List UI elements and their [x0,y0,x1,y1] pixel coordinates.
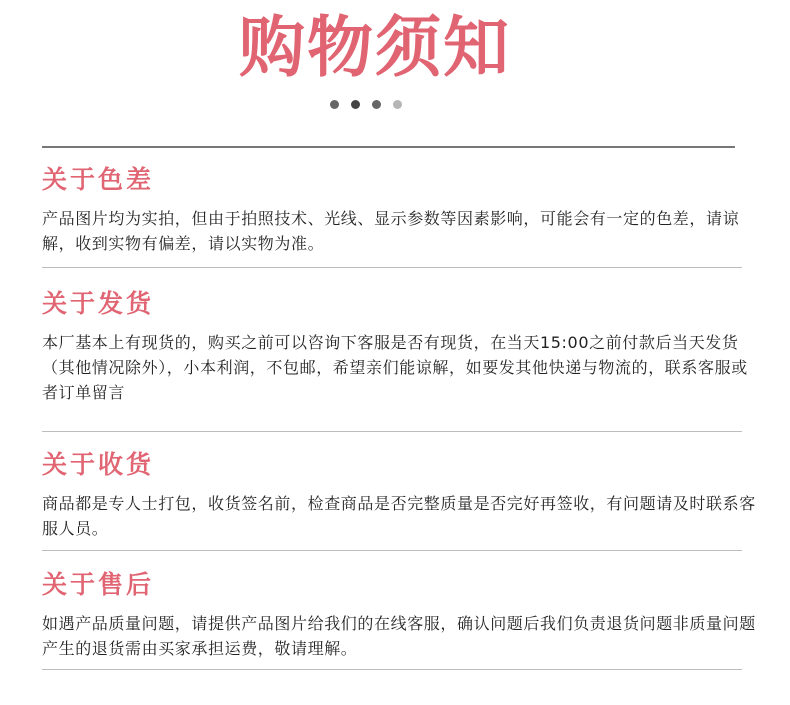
carousel-dot[interactable] [330,100,339,109]
section-divider [42,267,742,268]
section-divider [42,431,742,432]
section-heading: 关于发货 [42,289,155,318]
section-heading: 关于收货 [42,450,155,479]
carousel-dot[interactable] [372,100,381,109]
section-divider [42,669,742,670]
section-heading: 关于色差 [42,165,155,194]
section-body: 商品都是专人士打包，收货签名前，检查商品是否完整质量是否完好再签收，有问题请及时联系客服人员。 [42,494,756,538]
carousel-indicator [330,98,414,110]
section-divider [42,550,742,551]
carousel-dot[interactable] [393,100,402,109]
section-heading: 关于售后 [42,570,155,599]
section-body: 产品图片均为实拍，但由于拍照技术、光线、显示参数等因素影响，可能会有一定的色差，请谅解，收到实物有偏差，请以实物为准。 [42,209,740,253]
title-divider [42,146,735,148]
section-body: 如遇产品质量问题，请提供产品图片给我们的在线客服，确认问题后我们负责退货问题非质量问题产生的退货需由买家承担运费，敬请理解。 [42,614,756,658]
section-body: 本厂基本上有现货的，购买之前可以咨询下客服是否有现货，在当天15:00之前付款后当天发货（其他情况除外），小本利润，不包邮，希望亲们能谅解，如要发其他快递与物流的，联系客服或者订单留言 [42,333,748,402]
page-title: 购物须知 [239,9,511,86]
carousel-dot-active[interactable] [351,100,360,109]
